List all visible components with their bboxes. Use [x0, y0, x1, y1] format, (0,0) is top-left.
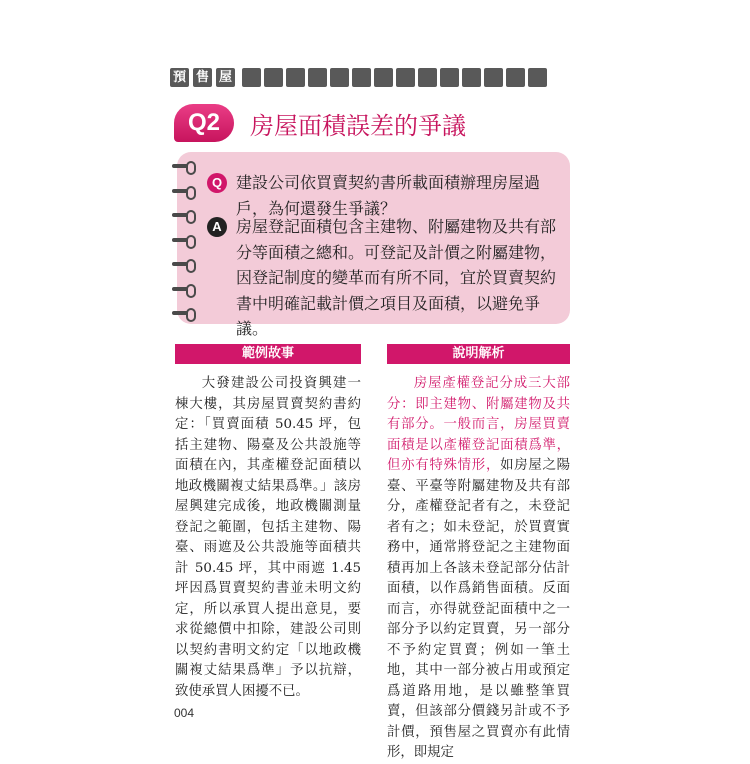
decorative-square: [242, 68, 261, 87]
section-tag-char-1: 預: [170, 68, 189, 87]
decorative-square: [396, 68, 415, 87]
highlighted-text: 房屋產權登記分成三大部分：即主建物、附屬建物及共有部分。一般而言，房屋買賣面積是以產權登記面積爲準，但亦有特殊情形，: [387, 376, 570, 473]
decorative-square: [506, 68, 525, 87]
right-column-text: 如房屋之陽臺、平臺等附屬建物及共有部分，產權登記者有之，未登記者有之；如未登記，於買賣實務中，通常將登記之主建物面積再加上各該未登記部分估計面積，以作爲銷售面積。反面而言，亦得就登記面積中之一部分予以約定買賣，另一部分不予約定買賣；例如一筆土地，其中一部分被占用或預定爲道路用地，是以雖整筆買賣，但該部分價錢另計或不予計價，預售屋之買賣亦有此情形，即規定: [387, 458, 571, 760]
decorative-square: [440, 68, 459, 87]
decorative-square: [264, 68, 283, 87]
spiral-ring: [172, 287, 194, 291]
section-tag-char-2: 售: [193, 68, 212, 87]
page-title: 房屋面積誤差的爭議: [250, 112, 466, 140]
right-column-paragraph: [387, 374, 570, 764]
right-column-heading: 說明解析: [387, 344, 570, 364]
decorative-square: [286, 68, 305, 87]
decorative-square: [352, 68, 371, 87]
left-column-paragraph: 大發建設公司投資興建一棟大樓，其房屋買賣契約書約定：「買賣面積 50.45 坪，包括主建物、陽臺及公共設施等面積在內，其產權登記面積以地政機關複丈結果爲準。」該房屋興建完成後，地政機關測量登記之範圍，包括主建物、陽臺、雨遮及公共設施等面積共計 50.45 坪，其中雨遮 1.45 坪因爲買賣契約書並未明文約定，所以承買人提出意見，要求從總價中扣除，建設公司則以契約書明文約定「以地政機關複丈結果爲準」予以抗辯，致使承買人困擾不已。: [175, 376, 361, 699]
decorative-square: [462, 68, 481, 87]
question-text: 建設公司依買賣契約書所載面積辦理房屋過戶，為何還發生爭議？: [236, 173, 541, 218]
decorative-square: [418, 68, 437, 87]
decorative-square: [374, 68, 393, 87]
decorative-square: [528, 68, 547, 87]
spiral-ring: [172, 262, 194, 266]
section-tag-char-3: 屋: [216, 68, 235, 87]
spiral-ring: [172, 164, 194, 168]
spiral-binding-rings: [172, 164, 194, 336]
answer-row: [207, 214, 566, 342]
spiral-ring: [172, 238, 194, 242]
page-number: 004: [174, 706, 195, 720]
decorative-square-row: [242, 68, 547, 87]
decorative-square: [308, 68, 327, 87]
answer-text: 房屋登記面積包含主建物、附屬建物及共有部分等面積之總和。可登記及計價之附屬建物，因登記制度的變革而有所不同，宜於買賣契約書中明確記載計價之項目及面積，以避免爭議。: [236, 217, 557, 338]
spiral-ring: [172, 213, 194, 217]
question-number-badge: Q2: [174, 104, 234, 142]
decorative-square: [330, 68, 349, 87]
question-icon: Q: [207, 173, 227, 193]
left-column-heading: 範例故事: [175, 344, 361, 364]
section-header-strip: [170, 68, 547, 87]
left-column-body: [175, 374, 361, 702]
answer-icon: A: [207, 217, 227, 237]
spiral-ring: [172, 311, 194, 315]
right-column-body: [387, 374, 570, 764]
decorative-square: [484, 68, 503, 87]
spiral-ring: [172, 189, 194, 193]
